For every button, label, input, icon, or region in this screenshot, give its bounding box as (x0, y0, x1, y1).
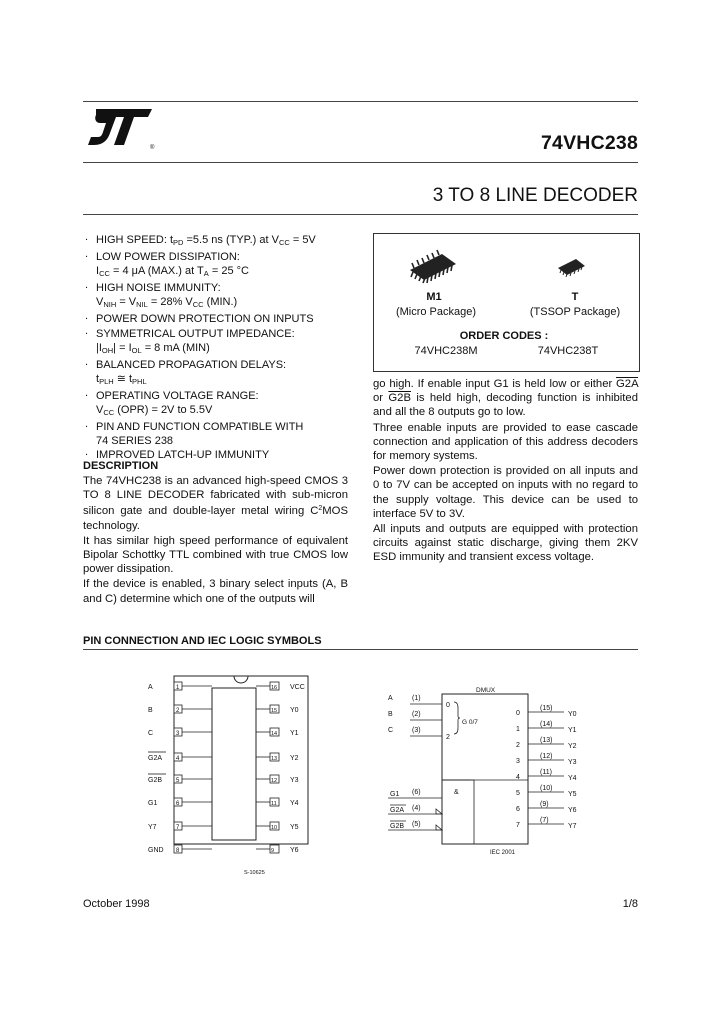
feature-item: . LOW POWER DISSIPATION: (83, 250, 363, 264)
part-number: 74VHC238 (541, 132, 638, 154)
iec-output-label: Y3 (568, 759, 577, 766)
pin-label-left: G2A (148, 755, 163, 762)
feature-item: $t_{PLH}$ ≅ $t_{PHL}$ (96, 372, 147, 386)
die-outline (212, 688, 256, 840)
pin-label-right: Y0 (290, 707, 299, 714)
feature-item: . BALANCED PROPAGATION DELAYS: (83, 358, 363, 372)
iec-logic-symbol (380, 680, 600, 860)
iec-output-index: 7 (516, 822, 520, 829)
pin-number-right: 12 (271, 778, 278, 784)
iec-input-label: A (388, 695, 393, 702)
pin-label-left: G1 (148, 800, 158, 807)
iec-input-pin: (2) (412, 711, 421, 718)
pin-label-right: Y3 (290, 777, 299, 784)
feature-item: . OPERATING VOLTAGE RANGE: (83, 389, 363, 403)
pin-number-right: 14 (271, 731, 278, 737)
iec-output-label: Y0 (568, 711, 577, 718)
iec-output-label: Y6 (568, 807, 577, 814)
iec-output-label: Y5 (568, 791, 577, 798)
pin-number-right: 16 (271, 685, 278, 691)
desc-para-5: Three enable inputs are provided to ease cascade connection and application of this address decoders for memory systems. (373, 421, 638, 463)
iec-enable-pin: (4) (412, 805, 421, 812)
iec-enable-label: G2A (390, 807, 405, 814)
feature-item: 74 SERIES 238 (96, 435, 174, 448)
iec-enable-label: G2B (390, 823, 405, 830)
iec-output-index: 5 (516, 790, 520, 797)
pin-number-left: 5 (176, 778, 180, 784)
iec-output-pin: (15) (540, 705, 553, 712)
pin-label-left: C (148, 730, 154, 737)
pin-label-left: A (148, 684, 153, 691)
iec-output-pin: (14) (540, 721, 553, 728)
active-low-icon (436, 809, 442, 814)
active-low-icon (436, 825, 442, 830)
feature-item: $|I_{OH}| = I_{OL} = 8$ mA (MIN) (96, 341, 210, 355)
pin-number-left: 7 (176, 825, 180, 831)
pin-number-left: 4 (176, 756, 180, 762)
brace-icon (454, 702, 460, 734)
iec-output-pin: (10) (540, 785, 553, 792)
order-codes-title: ORDER CODES : (459, 330, 549, 342)
pin-label-right: Y1 (290, 730, 299, 737)
footer-date: October 1998 (83, 898, 150, 910)
iec-output-pin: (7) (540, 817, 549, 824)
feature-item: . POWER DOWN PROTECTION ON INPUTS (83, 312, 363, 326)
pin-label-right: VCC (290, 684, 305, 691)
footer-page: 1/8 (622, 898, 638, 910)
pin-number-left: 2 (176, 708, 180, 714)
iec-output-label: Y2 (568, 743, 577, 750)
iec-output-pin: (12) (540, 753, 553, 760)
t-desc: (TSSOP Package) (529, 306, 621, 318)
iec-input-weight: 2 (446, 734, 450, 741)
iec-output-index: 1 (516, 726, 520, 733)
iec-output-pin: (9) (540, 801, 549, 808)
feature-item: . HIGH SPEED: $t_{PD} =5.5$ ns (TYP.) at $V_{CC} = 5V$ (83, 233, 363, 250)
iec-enable-label: G1 (390, 791, 400, 798)
st-logo (86, 105, 158, 153)
iec-input-label: C (388, 727, 394, 734)
and-symbol: & (454, 789, 459, 796)
pin-label-right: Y5 (290, 824, 299, 831)
iec-output-pin: (13) (540, 737, 553, 744)
top-rule (83, 101, 638, 102)
description-right-column (373, 377, 638, 565)
brace-label: G 0/7 (462, 719, 478, 726)
pin-number-left: 8 (176, 848, 180, 854)
page-subtitle: 3 TO 8 LINE DECODER (432, 185, 638, 206)
pin-label-left: GND (148, 847, 164, 854)
feature-item: $I_{CC} = 4$ μA (MAX.) at $T_A = 25$ °C (96, 265, 249, 279)
iec-output-label: Y7 (568, 823, 577, 830)
iec-output-index: 0 (516, 710, 520, 717)
iec-output-label: Y1 (568, 727, 577, 734)
iec-output-label: Y4 (568, 775, 577, 782)
order-code-t: 74VHC238T (537, 345, 599, 357)
package-box (373, 233, 640, 372)
pin-label-right: Y6 (290, 847, 299, 854)
iec-enable-pin: (5) (412, 821, 421, 828)
pin-number-left: 1 (176, 685, 180, 691)
dmux-title: DMUX (476, 687, 496, 694)
pin-number-right: 15 (271, 708, 278, 714)
desc-para-3: If the device is enabled, 3 binary select inputs (A, B and C) determine which one of the outputs will (83, 578, 348, 605)
so16-package-icon (404, 248, 460, 292)
iec-output-pin: (11) (540, 769, 552, 776)
iec-input-label: B (388, 711, 393, 718)
figure-id: S-10625 (244, 870, 265, 876)
iec-input-weight: 0 (446, 702, 450, 709)
ic-notch (234, 676, 248, 683)
pin-number-left: 6 (176, 801, 180, 807)
desc-para-2: It has similar high speed performance of equivalent Bipolar Schottky TTL combined with true CMOS low power dissipation. (83, 534, 348, 576)
feature-item: $V_{CC}$ (OPR) = 2V to 5.5V (96, 404, 213, 418)
pin-number-right: 9 (271, 848, 275, 854)
feature-item: . PIN AND FUNCTION COMPATIBLE WITH (83, 420, 363, 434)
desc-para-4: go high. If enable input G1 is held low or either G2A or G2B is held high, decoding function is inhibited and all the 8 outputs go to low. (373, 378, 638, 419)
order-code-m: 74VHC238M (414, 345, 478, 357)
subtitle-rule (83, 214, 638, 215)
feature-item: . HIGH NOISE IMMUNITY: (83, 281, 363, 295)
pin-label-right: Y4 (290, 800, 299, 807)
feature-item: . SYMMETRICAL OUTPUT IMPEDANCE: (83, 327, 363, 341)
desc-para-7: All inputs and outputs are equipped with protection circuits against static discharge, giving them 2KV ESD immunity and transient excess voltage. (373, 523, 638, 564)
iec-output-index: 2 (516, 742, 520, 749)
iec-enable-pin: (6) (412, 789, 421, 796)
feature-list (83, 233, 363, 462)
pin-section-heading: PIN CONNECTION AND IEC LOGIC SYMBOLS (83, 635, 322, 647)
desc-para-1: The 74VHC238 is an advanced high-speed CMOS 3 TO 8 LINE DECODER fabricated with sub-micron silicon gate and double-layer metal wiring $C^2MOS$ technology. (83, 475, 348, 532)
pin-number-right: 11 (271, 801, 277, 807)
description-heading: DESCRIPTION (83, 460, 159, 472)
feature-item: $V_{NIH} = V_{NIL} = 28\%$ $V_{CC}$ (MIN.) (96, 296, 238, 310)
m1-code: M1 (426, 291, 442, 303)
iec-input-pin: (1) (412, 695, 421, 702)
pin-label-left: Y7 (148, 824, 157, 831)
desc-para-6: Power down protection is provided on all inputs and 0 to 7V can be accepted on inputs with no regard to the supply voltage. This device can be used to interface 5V to 3V. (373, 465, 638, 520)
pin-label-right: Y2 (290, 755, 299, 762)
pin-number-right: 10 (271, 825, 278, 831)
iec-figure-id: IEC 2001 (490, 850, 516, 856)
m1-desc: (Micro Package) (395, 306, 477, 318)
iec-output-index: 3 (516, 758, 520, 765)
pin-label-left: B (148, 707, 153, 714)
description-left-column (83, 474, 348, 606)
t-code: T (571, 291, 579, 303)
pin-connection-diagram (140, 668, 320, 878)
iec-output-index: 6 (516, 806, 520, 813)
tssop16-package-icon (554, 254, 588, 284)
svg-text:®: ® (150, 145, 155, 151)
ic-body (174, 676, 308, 844)
feature-item: . IMPROVED LATCH-UP IMMUNITY (83, 448, 363, 462)
pin-number-right: 13 (271, 756, 278, 762)
pin-number-left: 3 (176, 731, 180, 737)
iec-output-index: 4 (516, 774, 520, 781)
pin-section-rule (83, 649, 638, 650)
iec-input-pin: (3) (412, 727, 421, 734)
pin-label-left: G2B (148, 777, 163, 784)
header-rule (83, 162, 638, 163)
